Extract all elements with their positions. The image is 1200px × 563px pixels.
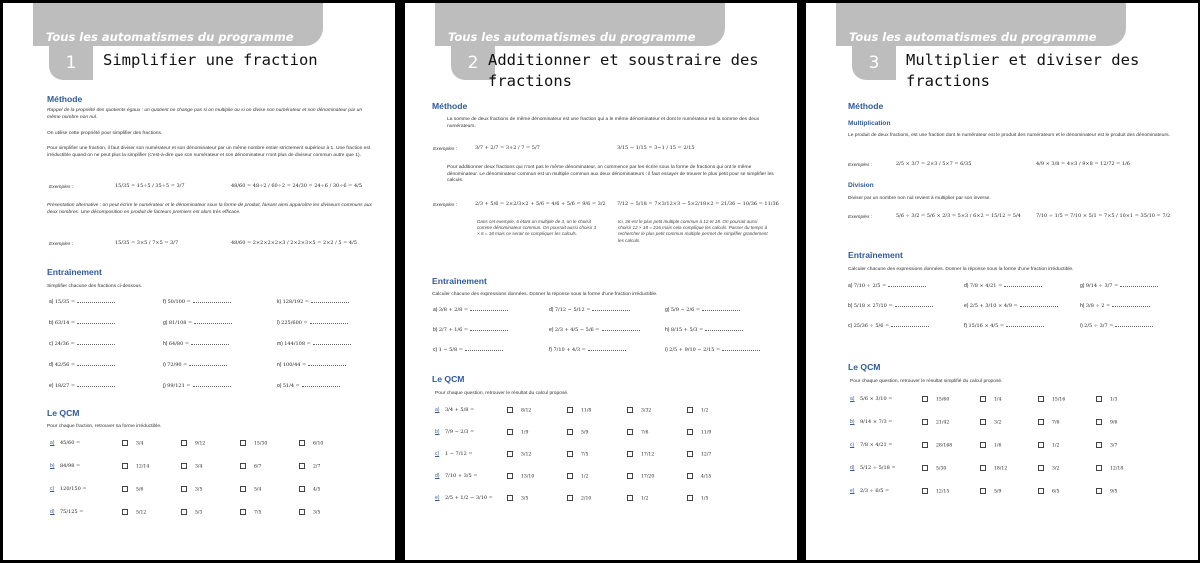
examples-label: Exemples :: [433, 203, 458, 208]
qcm-letter: e): [435, 495, 440, 501]
answer-line[interactable]: [193, 383, 231, 387]
exercise-item: [49, 320, 115, 326]
answer-line[interactable]: [194, 320, 232, 324]
item-letter: h): [1080, 303, 1086, 309]
qcm-option-checkbox[interactable]: 3/2: [1038, 465, 1059, 472]
entrainement-heading: Entraînement: [47, 267, 102, 277]
worksheet-page-2: [405, 3, 797, 560]
exercise-item: [964, 283, 1042, 289]
qcm-expression: 9/14 × 7/3 =: [860, 419, 893, 425]
qcm-option-checkbox[interactable]: 8/12: [507, 407, 531, 414]
answer-line[interactable]: [702, 307, 740, 311]
qcm-option-checkbox[interactable]: 4/15: [687, 473, 711, 480]
exercise-item: [665, 327, 743, 333]
item-expression: 64/80 =: [168, 341, 190, 347]
example-math: 5/6 ÷ 3/2 = 5/6 × 2/3 = 5×3 / 6×2 = 15/12 = 5/4: [896, 213, 1021, 219]
item-expression: 2/5 ÷ 3/7 =: [1084, 323, 1114, 329]
qcm-letter: b): [850, 419, 855, 425]
item-letter: o): [277, 383, 283, 389]
answer-line[interactable]: [1115, 323, 1153, 327]
qcm-option-checkbox[interactable]: 4/5: [299, 486, 320, 493]
answer-line[interactable]: [77, 383, 115, 387]
item-expression: 63/14 =: [54, 320, 76, 326]
example-math: 48/60 = 48÷2 / 60÷2 = 24/30 = 24÷6 / 30÷6 = 4/5: [231, 183, 362, 189]
answer-line[interactable]: [1112, 303, 1150, 307]
qcm-letter: c): [50, 486, 55, 492]
qcm-letter: e): [850, 488, 855, 494]
item-letter: f): [549, 347, 554, 353]
item-expression: 2/5 + 3/10 × 4/9 =: [969, 303, 1018, 309]
qcm-expression: 3/4 + 5/8 =: [445, 407, 475, 413]
exercise-item: [1080, 303, 1150, 309]
example-math: 3/7 + 2/7 = 3+2 / 7 = 5/7: [475, 145, 540, 151]
exercise-item: [277, 383, 340, 389]
answer-line[interactable]: [1006, 323, 1044, 327]
rule-text: On utilise cette propriété pour simplifier des fractions.: [47, 131, 163, 136]
qcm-row: [850, 439, 1170, 455]
exercise-item: [1080, 323, 1153, 329]
qcm-option-checkbox[interactable]: 2/10: [567, 495, 591, 502]
qcm-option-checkbox[interactable]: 15/16: [1038, 396, 1065, 403]
division-heading: Division: [848, 182, 874, 189]
qcm-option-checkbox[interactable]: 11/9: [687, 429, 711, 436]
item-letter: c): [848, 323, 854, 329]
exercise-item: [163, 299, 231, 305]
qcm-option-checkbox[interactable]: 6/7: [240, 463, 261, 470]
item-expression: 128/192 =: [282, 299, 310, 305]
rule-text: Présentation alternative : on peut écrire le numérateur et le dénominateur sous la forme de produit, faisant ainsi apparaître les diviseurs communs aux deux nombres. Une décomposition en produit de facteurs premiers est alors très efficace.: [47, 203, 372, 215]
answer-line[interactable]: [722, 347, 760, 351]
qcm-option-checkbox[interactable]: 3/12: [507, 451, 531, 458]
item-letter: b): [49, 320, 55, 326]
example-note: Ici, 36 est le plus petit multiple commun à 12 et 18. On pourrait aussi choisir 12 × 18 = 216 mais cela complique les calculs. Passer du temps à rechercher le plus petit commun multiple permet de simplifier grandement les calculs.: [618, 219, 768, 243]
chapter-number: 2: [451, 46, 495, 80]
exercise-item: [964, 323, 1044, 329]
answer-line[interactable]: [308, 362, 346, 366]
qcm-option-checkbox[interactable]: 18/12: [980, 465, 1007, 472]
qcm-row: [850, 393, 1170, 409]
qcm-option-checkbox[interactable]: 2/7: [299, 463, 320, 470]
qcm-option-checkbox[interactable]: 9/6: [1096, 419, 1117, 426]
item-letter: d): [549, 307, 555, 313]
item-letter: i): [1080, 323, 1085, 329]
qcm-option-checkbox[interactable]: 1/2: [627, 495, 648, 502]
qcm-option-checkbox[interactable]: 3/5: [181, 486, 202, 493]
qcm-option-checkbox[interactable]: 1/6: [980, 442, 1001, 449]
answer-line[interactable]: [191, 341, 229, 345]
item-expression: 2/5 + 9/10 − 2/15 =: [669, 347, 721, 353]
item-expression: 2/3 + 4/5 − 5/6 =: [554, 327, 600, 333]
item-letter: g): [163, 320, 169, 326]
item-letter: d): [964, 283, 970, 289]
item-letter: a): [848, 283, 854, 289]
header-label: Tous les automatismes du programme: [46, 30, 294, 44]
exercise-item: [49, 362, 115, 368]
qcm-row: [850, 485, 1170, 501]
qcm-row: [50, 460, 370, 476]
qcm-row: [435, 492, 755, 508]
qcm-option-checkbox[interactable]: 17/12: [627, 451, 654, 458]
qcm-expression: 45/60 =: [60, 440, 81, 446]
qcm-letter: d): [50, 509, 55, 515]
item-expression: 2/7 + 1/6 =: [438, 327, 469, 333]
worksheet-page-1: [3, 3, 395, 560]
item-letter: m): [277, 341, 285, 347]
exercise-item: [49, 341, 115, 347]
qcm-option-checkbox[interactable]: 12/15: [922, 488, 949, 495]
qcm-prompt: Pour chaque question, retrouver le résultat simplifié du calcul proposé.: [850, 379, 1003, 384]
rule-text: Rappel de la propriété des quotients égaux : un quotient ne change pas si on multiplie ou si on divise son numérateur et son dénominateur par un même nombre non nul.: [47, 108, 363, 120]
item-letter: f): [163, 299, 168, 305]
answer-line[interactable]: [302, 383, 340, 387]
exercise-item: [163, 341, 229, 347]
qcm-option-checkbox[interactable]: 3/32: [627, 407, 651, 414]
qcm-letter: c): [850, 442, 855, 448]
item-expression: 5/18 × 27/10 =: [853, 303, 893, 309]
qcm-row: [50, 483, 370, 499]
rule-text: Pour additionner deux fractions qui n'ont pas le même dénominateur, on commence par les écrire sous la forme de fractions qui ont le même dénominateur. Le dénominateur commun est un multiple commun aux deux dénominateurs : il faut essayer de trouver le plus petit pour se simplifier les calculs.: [447, 165, 774, 184]
exercise-item: [665, 347, 760, 353]
answer-line[interactable]: [602, 327, 640, 331]
multiplication-heading: Multiplication: [848, 120, 891, 127]
methode-heading: Méthode: [432, 101, 468, 111]
chapter-title: Additionner et soustraire des fractions: [488, 51, 759, 90]
qcm-heading: Le QCM: [432, 374, 465, 384]
example-math: 4/9 × 3/8 = 4×3 / 9×8 = 12/72 = 1/6: [1036, 161, 1130, 167]
qcm-letter: c): [435, 451, 440, 457]
item-expression: 3/8 ÷ 2 =: [1085, 303, 1111, 309]
qcm-option-checkbox[interactable]: 15/60: [922, 396, 949, 403]
item-letter: g): [1080, 283, 1086, 289]
qcm-option-checkbox[interactable]: 5/9: [567, 429, 588, 436]
item-letter: l): [277, 320, 282, 326]
item-letter: a): [49, 299, 55, 305]
qcm-option-checkbox[interactable]: 7/6: [627, 429, 648, 436]
answer-line[interactable]: [193, 299, 231, 303]
answer-line[interactable]: [891, 323, 929, 327]
exercise-item: [665, 307, 740, 313]
qcm-row: [50, 437, 370, 453]
item-letter: k): [277, 299, 283, 305]
qcm-option-checkbox[interactable]: 28/168: [922, 442, 952, 449]
qcm-expression: 7/8 × 4/21 =: [860, 442, 893, 448]
methode-heading: Méthode: [848, 101, 884, 111]
exercise-item: [848, 323, 929, 329]
qcm-expression: 7/10 + 3/5 =: [445, 473, 478, 479]
answer-line[interactable]: [895, 303, 933, 307]
item-letter: b): [433, 327, 439, 333]
example-math: 15/35 = 15÷5 / 35÷5 = 3/7: [115, 183, 185, 189]
answer-line[interactable]: [77, 320, 115, 324]
qcm-row: [435, 404, 755, 420]
qcm-expression: 7/9 − 2/3 =: [445, 429, 475, 435]
examples-label: Exemples :: [433, 147, 458, 152]
exercise-item: [549, 347, 626, 353]
item-expression: 50/100 =: [167, 299, 191, 305]
qcm-row: [850, 416, 1170, 432]
qcm-expression: 84/98 =: [60, 463, 81, 469]
answer-line[interactable]: [77, 299, 115, 303]
answer-line[interactable]: [592, 307, 630, 311]
rule-text: Le produit de deux fractions, est une fraction dont le numérateur est le produit des numérateurs et le dénominateur est le produit des dénominateurs.: [848, 133, 1170, 138]
item-expression: 42/56 =: [54, 362, 76, 368]
exercise-item: [848, 303, 933, 309]
answer-line[interactable]: [705, 327, 743, 331]
item-letter: g): [665, 307, 671, 313]
qcm-option-checkbox[interactable]: 12/14: [122, 463, 149, 470]
qcm-row: [850, 462, 1170, 478]
qcm-option-checkbox[interactable]: 12/18: [1096, 465, 1123, 472]
qcm-letter: d): [435, 473, 440, 479]
qcm-option-checkbox[interactable]: 1/9: [507, 429, 528, 436]
qcm-option-checkbox[interactable]: 1/3: [1096, 396, 1117, 403]
exercise-item: [277, 320, 348, 326]
item-letter: f): [964, 323, 969, 329]
item-expression: 3/8 + 2/8 =: [438, 307, 469, 313]
item-expression: 51/4 =: [282, 383, 300, 389]
item-expression: 8/15 + 5/3 =: [670, 327, 704, 333]
qcm-option-checkbox[interactable]: 1/5: [687, 495, 708, 502]
example-note: Dans cet exemple, 6 étant un multiple de 3, on le choisit comme dénominateur commun. On pourrait aussi choisir 3 × 6 = 18 mais ce serait se compliquer les calculs.: [477, 219, 597, 237]
item-letter: e): [549, 327, 555, 333]
examples-label: Exemples :: [49, 242, 74, 247]
qcm-option-checkbox[interactable]: 17/20: [627, 473, 654, 480]
entrainement-heading: Entraînement: [848, 250, 903, 260]
answer-line[interactable]: [588, 347, 626, 351]
qcm-option-checkbox[interactable]: 9/5: [1096, 488, 1117, 495]
answer-line[interactable]: [465, 347, 503, 351]
exercise-item: [163, 320, 232, 326]
answer-line[interactable]: [888, 283, 926, 287]
qcm-option-checkbox[interactable]: 6/5: [1038, 488, 1059, 495]
example-math: 48/60 = 2×2×2×2×3 / 2×2×3×5 = 2×2 / 5 = 4/5: [231, 240, 357, 246]
qcm-row: [50, 506, 370, 522]
exercise-item: [49, 299, 115, 305]
chapter-number: 1: [49, 46, 93, 80]
qcm-option-checkbox[interactable]: 7/5: [240, 509, 261, 516]
qcm-letter: a): [850, 396, 855, 402]
item-expression: 7/8 × 4/21 =: [969, 283, 1003, 289]
rule-text: La somme de deux fractions de même dénominateur est une fraction qui a le même dénominateur et dont le numérateur est la somme des deux numérateurs.: [447, 117, 760, 129]
qcm-row: [435, 448, 755, 464]
item-expression: 7/12 − 5/12 =: [554, 307, 591, 313]
answer-line[interactable]: [1020, 303, 1058, 307]
header-label: Tous les automatismes du programme: [448, 30, 696, 44]
item-expression: 144/108 =: [284, 341, 311, 347]
answer-line[interactable]: [470, 307, 508, 311]
examples-label: Exemples :: [848, 163, 873, 168]
answer-line[interactable]: [310, 320, 348, 324]
qcm-expression: 120/150 =: [60, 486, 87, 492]
chapter-number: 3: [852, 46, 896, 80]
exercise-item: [49, 383, 115, 389]
rule-text: Diviser par un nombre non nul revient à multiplier par son inverse.: [848, 196, 991, 201]
qcm-option-checkbox[interactable]: 21/42: [922, 419, 949, 426]
answer-line[interactable]: [189, 362, 227, 366]
worksheet-page-3: [806, 3, 1198, 560]
item-expression: 9/14 ÷ 3/7 =: [1085, 283, 1119, 289]
qcm-letter: b): [50, 463, 55, 469]
item-expression: 72/90 =: [167, 362, 188, 368]
item-letter: i): [163, 362, 168, 368]
item-expression: 7/10 ÷ 2/5 =: [853, 283, 887, 289]
qcm-row: [435, 426, 755, 442]
item-expression: 15/16 × 4/5 =: [968, 323, 1005, 329]
qcm-prompt: Pour chaque question, retrouver le résultat du calcul proposé.: [435, 391, 569, 396]
exercise-prompt: Simplifier chacune des fractions ci-dessous.: [47, 284, 143, 289]
item-expression: 225/600 =: [281, 320, 308, 326]
qcm-expression: 1 − 7/12 =: [445, 451, 473, 457]
exercise-item: [433, 307, 508, 313]
answer-line[interactable]: [1004, 283, 1042, 287]
qcm-option-checkbox[interactable]: 1/2: [567, 473, 588, 480]
qcm-heading: Le QCM: [848, 362, 881, 372]
qcm-heading: Le QCM: [47, 408, 80, 418]
qcm-option-checkbox[interactable]: 1/2: [687, 407, 708, 414]
item-expression: 1 − 5/8 =: [438, 347, 463, 353]
item-letter: c): [433, 347, 439, 353]
exercise-item: [433, 347, 503, 353]
exercise-item: [1080, 283, 1158, 289]
example-math: 3/15 − 1/15 = 3−1 / 15 = 2/15: [617, 145, 695, 151]
item-expression: 5/9 − 2/6 =: [670, 307, 701, 313]
qcm-option-checkbox[interactable]: 3/5: [507, 495, 528, 502]
item-expression: 15/35 =: [54, 299, 76, 305]
qcm-option-checkbox[interactable]: 5/9: [980, 488, 1001, 495]
item-expression: 18/27 =: [54, 383, 76, 389]
qcm-option-checkbox[interactable]: 5/3: [181, 509, 202, 516]
qcm-option-checkbox[interactable]: 7/6: [1038, 419, 1059, 426]
exercise-item: [549, 327, 640, 333]
example-math: 2/5 × 3/7 = 2×3 / 5×7 = 6/35: [896, 161, 972, 167]
answer-line[interactable]: [77, 341, 115, 345]
answer-line[interactable]: [311, 299, 349, 303]
answer-line[interactable]: [470, 327, 508, 331]
qcm-option-checkbox[interactable]: 3/4: [181, 463, 202, 470]
item-letter: n): [277, 362, 283, 368]
item-letter: b): [848, 303, 854, 309]
methode-heading: Méthode: [47, 94, 83, 104]
qcm-option-checkbox[interactable]: 3/4: [122, 440, 143, 447]
exercise-prompt: Calculer chacune des expressions données. Donner la réponse sous la forme d'une fraction irréductible.: [848, 267, 1074, 272]
qcm-option-checkbox[interactable]: 3/7: [1096, 442, 1117, 449]
qcm-letter: b): [435, 429, 440, 435]
qcm-option-checkbox[interactable]: 7/5: [567, 451, 588, 458]
qcm-option-checkbox[interactable]: 5/6: [122, 486, 143, 493]
item-letter: a): [433, 307, 439, 313]
example-math: 2/3 + 5/6 = 2×2/3×2 + 5/6 = 4/6 + 5/6 = 9/6 = 3/2: [475, 201, 606, 207]
item-letter: d): [49, 362, 55, 368]
example-math: 7/12 − 5/18 = 7×3/12×3 − 5×2/18×2 = 21/36 − 10/36 = 11/36: [617, 201, 779, 207]
item-letter: h): [665, 327, 671, 333]
item-letter: j): [163, 383, 168, 389]
qcm-expression: 75/125 =: [60, 509, 84, 515]
qcm-expression: 5/12 ÷ 5/18 =: [860, 465, 896, 471]
item-letter: e): [49, 383, 55, 389]
qcm-expression: 2/5 + 1/2 − 3/10 =: [445, 495, 493, 501]
item-expression: 100/44 =: [282, 362, 307, 368]
qcm-option-checkbox[interactable]: 6/10: [299, 440, 323, 447]
item-letter: h): [163, 341, 169, 347]
item-letter: c): [49, 341, 55, 347]
qcm-option-checkbox[interactable]: 15/30: [240, 440, 267, 447]
exercise-item: [964, 303, 1058, 309]
qcm-option-checkbox[interactable]: 5/30: [922, 465, 946, 472]
qcm-option-checkbox[interactable]: 1/2: [1038, 442, 1059, 449]
qcm-option-checkbox[interactable]: 5/4: [240, 486, 261, 493]
example-math: 7/10 ÷ 1/5 = 7/10 × 5/1 = 7×5 / 10×1 = 35/10 = 7/2: [1036, 213, 1171, 219]
header-label: Tous les automatismes du programme: [849, 30, 1097, 44]
exercise-prompt: Calculer chacune des expressions données. Donner la réponse sous la forme d'une fraction irréductible.: [432, 292, 658, 297]
qcm-option-checkbox[interactable]: 9/12: [181, 440, 205, 447]
exercise-item: [848, 283, 926, 289]
exercise-item: [163, 383, 231, 389]
exercise-item: [549, 307, 630, 313]
qcm-prompt: Pour chaque fraction, retrouver sa forme irréductible.: [47, 424, 162, 429]
exercise-item: [277, 341, 351, 347]
qcm-option-checkbox[interactable]: 1/4: [980, 396, 1001, 403]
qcm-option-checkbox[interactable]: 11/8: [567, 407, 591, 414]
qcm-expression: 2/3 ÷ 6/5 =: [860, 488, 890, 494]
example-math: 15/35 = 3×5 / 7×5 = 3/7: [115, 240, 179, 246]
item-expression: 81/108 =: [168, 320, 193, 326]
item-letter: e): [964, 303, 970, 309]
exercise-item: [277, 362, 346, 368]
qcm-expression: 5/6 × 3/10 =: [860, 396, 893, 402]
exercise-item: [277, 299, 349, 305]
item-expression: 25/36 ÷ 5/6 =: [853, 323, 890, 329]
qcm-option-checkbox[interactable]: 13/10: [507, 473, 534, 480]
item-expression: 99/121 =: [167, 383, 191, 389]
qcm-letter: a): [435, 407, 440, 413]
rule-text: Pour simplifier une fraction, il faut diviser son numérateur et son dénominateur par un même nombre entier strictement supérieur à 1. Une fraction est irréductible quand on ne peut plus la simplifier (c'est-à-dire que son numérateur et son dénominateur n'ont plus de diviseur commun autre que 1).: [47, 146, 371, 158]
qcm-letter: d): [850, 465, 855, 471]
exercise-item: [433, 327, 508, 333]
examples-label: Exemples :: [848, 215, 873, 220]
qcm-option-checkbox[interactable]: 3/5: [299, 509, 320, 516]
qcm-option-checkbox[interactable]: 12/7: [687, 451, 711, 458]
item-expression: 24/36 =: [54, 341, 75, 347]
examples-label: Exemples :: [49, 185, 74, 190]
answer-line[interactable]: [313, 341, 351, 345]
exercise-item: [163, 362, 227, 368]
chapter-title: Simplifier une fraction: [103, 51, 318, 69]
qcm-option-checkbox[interactable]: 3/2: [980, 419, 1001, 426]
chapter-title: Multiplier et diviser des fractions: [906, 51, 1140, 90]
entrainement-heading: Entraînement: [432, 276, 487, 286]
item-letter: i): [665, 347, 670, 353]
answer-line[interactable]: [1120, 283, 1158, 287]
item-expression: 7/10 + 4/3 =: [553, 347, 586, 353]
qcm-letter: a): [50, 440, 55, 446]
qcm-option-checkbox[interactable]: 5/12: [122, 509, 146, 516]
answer-line[interactable]: [77, 362, 115, 366]
qcm-row: [435, 470, 755, 486]
